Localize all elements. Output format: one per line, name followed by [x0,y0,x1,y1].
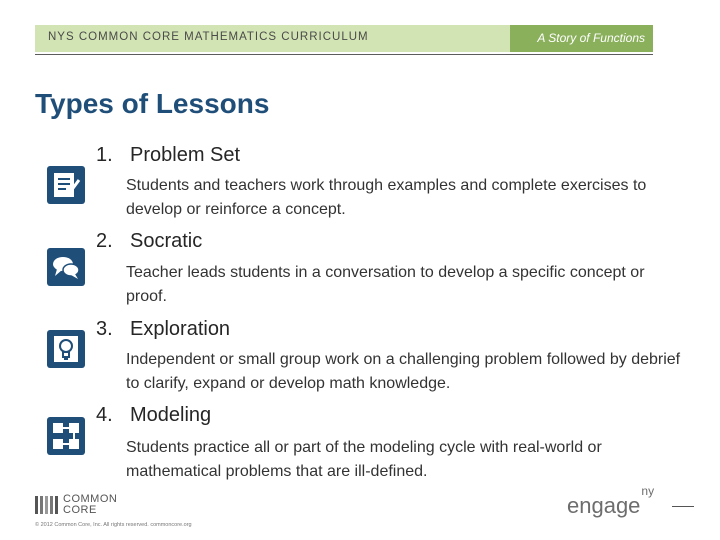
lesson-2-title: 2. Socratic [96,230,203,252]
lesson-2-description: Teacher leads students in a conversation to develop a specific concept or proof. [126,264,645,305]
story-label-box [510,25,653,52]
logo-word-core: CORE [63,504,97,516]
curriculum-label: NYS COMMON CORE MATHEMATICS CURRICULUM [48,31,369,43]
lesson-3-title: 3. Exploration [96,318,231,340]
lightbulb-icon [47,330,85,368]
lesson-1-title: 1. Problem Set [96,144,241,166]
lesson-1-description: Students and teachers work through examples and complete exercises to develop or reinforce a concept. [126,177,647,218]
header-divider [35,54,653,55]
lesson-3-description: Independent or small group work on a challenging problem followed by debrief to clarify, expand or develop math knowledge. [126,351,681,392]
logo-word-common: COMMON [63,493,118,505]
copyright-text: © 2012 Common Core, Inc. All rights reserved. commoncore.org [35,522,192,528]
problem-set-icon [47,166,85,204]
common-core-logo [35,493,130,517]
page-title: Types of Lessons [35,88,270,119]
story-label: A Story of Functions [537,31,645,45]
modeling-cycle-icon [47,417,85,455]
footer-divider [672,506,694,507]
lesson-4-description: Students practice all or part of the modeling cycle with real-world or mathematical problems that are ill-defined. [126,439,602,480]
common-core-bars-icon [35,496,59,514]
header-bar [35,25,653,52]
speech-bubbles-icon [47,248,85,286]
engageny-logo: engage$^{ny}$ [567,483,655,518]
lesson-4-title: 4. Modeling [96,404,212,426]
